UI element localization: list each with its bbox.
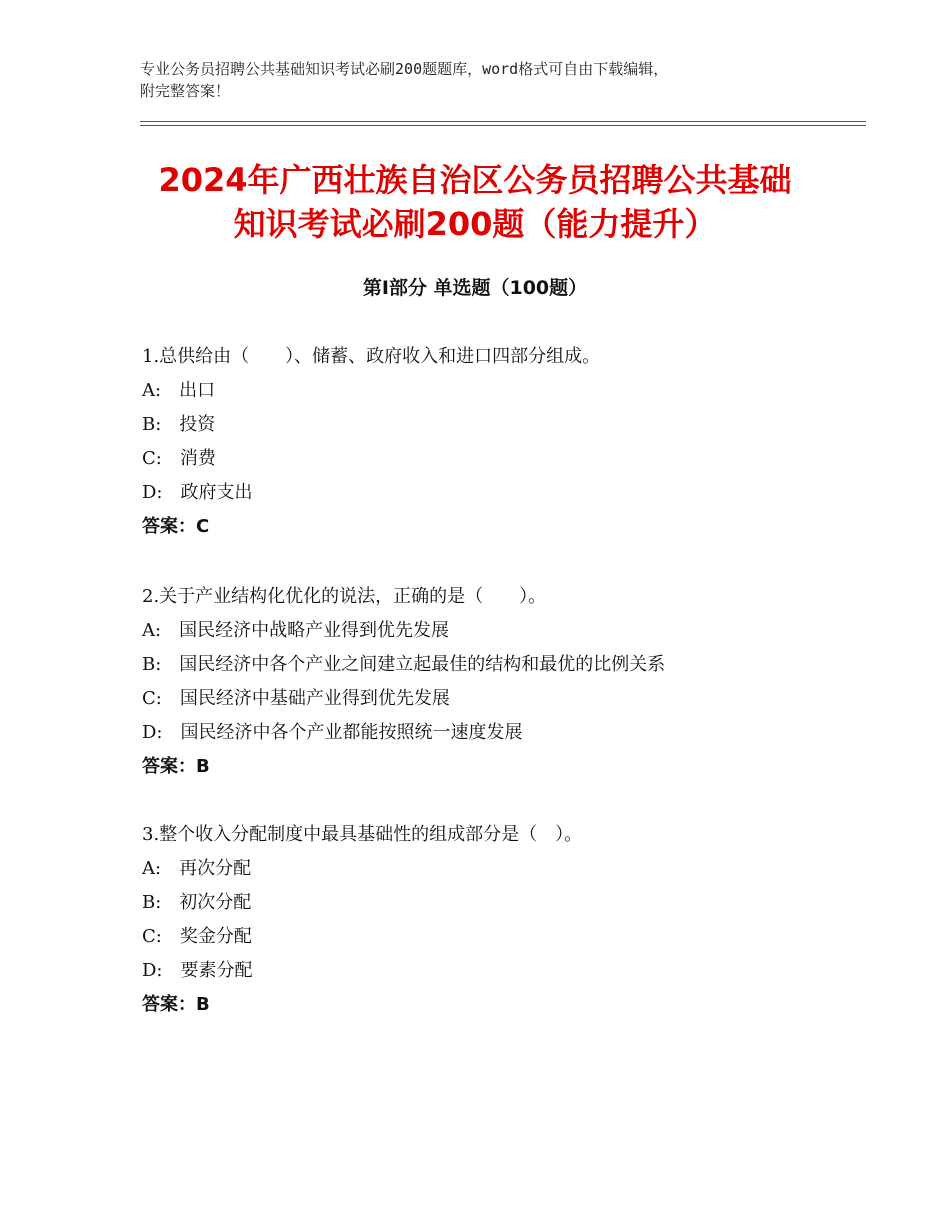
option-d: D: 政府支出 — [142, 482, 253, 503]
option-c: C: 消费 — [142, 448, 216, 469]
option-c: C: 国民经济中基础产业得到优先发展 — [142, 688, 450, 709]
answer-line: 答案：B — [142, 756, 210, 777]
option-b: B: 初次分配 — [142, 892, 252, 913]
question-1 — [142, 340, 862, 544]
option-a: A: 国民经济中战略产业得到优先发展 — [142, 620, 450, 641]
option-d: D: 要素分配 — [142, 960, 253, 981]
option-a: A: 再次分配 — [142, 858, 252, 879]
document-title-line2: 知识考试必刷200题（能力提升） — [233, 205, 717, 243]
option-b: B: 投资 — [142, 414, 216, 435]
header-note-line2: 附完整答案！ — [140, 82, 231, 100]
header-note-line1: 专业公务员招聘公共基础知识考试必刷200题题库，word格式可自由下载编辑， — [140, 60, 669, 78]
question-2 — [142, 580, 862, 784]
question-3 — [142, 818, 862, 1022]
document-title — [100, 158, 850, 246]
question-stem: 2.关于产业结构化优化的说法，正确的是（ ）。 — [142, 586, 547, 607]
option-a: A: 出口 — [142, 380, 216, 401]
option-b: B: 国民经济中各个产业之间建立起最佳的结构和最优的比例关系 — [142, 654, 666, 675]
document-title-line1: 2024年广西壮族自治区公务员招聘公共基础 — [158, 161, 792, 199]
section-heading: 第Ⅰ部分 单选题（100题） — [362, 277, 588, 299]
answer-line: 答案：B — [142, 994, 210, 1015]
header-note — [140, 58, 840, 102]
question-stem: 3.整个收入分配制度中最具基础性的组成部分是（ ）。 — [142, 824, 583, 845]
option-d: D: 国民经济中各个产业都能按照统一速度发展 — [142, 722, 523, 743]
question-stem: 1.总供给由（ ）、储蓄、政府收入和进口四部分组成。 — [142, 346, 601, 367]
header-divider — [140, 121, 866, 126]
option-c: C: 奖金分配 — [142, 926, 252, 947]
answer-line: 答案：C — [142, 516, 210, 537]
